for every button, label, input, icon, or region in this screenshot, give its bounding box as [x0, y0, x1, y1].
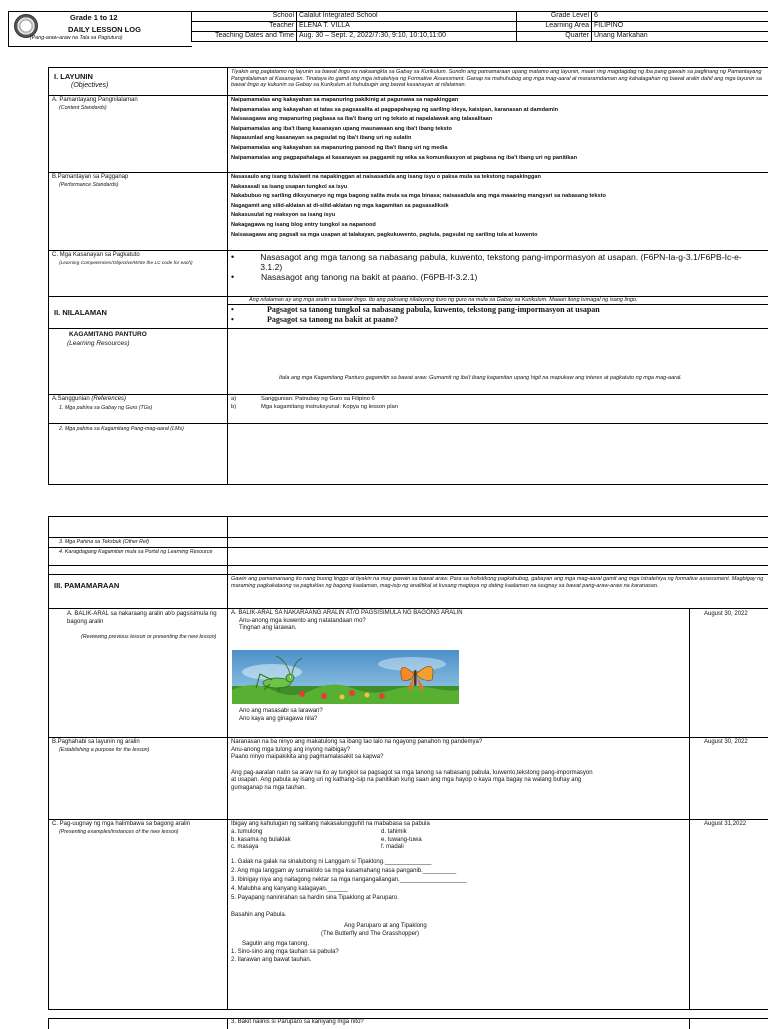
- doc-subtitle: (Pang-araw-araw na Tala sa Pagtuturo): [30, 35, 123, 41]
- school-label: School: [192, 12, 297, 22]
- bullet-icon: •: [231, 252, 260, 272]
- balik-aral-title: A. BALIK-ARAL sa nakaraang aralin at/o pagsisimula ng bagong aralin: [67, 611, 222, 626]
- list-item: 1. Galak na galak na sinalubong ni Langgam si Tipaklong.______________: [231, 858, 467, 867]
- list-item: 2. Ang mga langgam ay sumaklolo sa mga kasamahang nasa panganib.__________: [231, 867, 467, 876]
- layunin-sub: (Objectives): [71, 82, 108, 89]
- kagamitan-note: Itala ang mga Kagamitang Panturo gagamitin sa bawat araw. Gumamit ng iba't ibang kagamitan upang higit na mapukaw ang interes at pagkatuto ng mga mag-aaral.: [279, 375, 682, 382]
- pag-uugnay-sub: (Presenting examples/instances of the new lesson): [59, 829, 179, 836]
- learning-area-value: FILIPINO: [592, 22, 768, 32]
- bullet-icon: •: [231, 272, 261, 282]
- list-item: Nakabubuo ng sariling diksyunaryo ng mga bagong salita mula sa mga binasa; naisasadula ang mga maaaring mangyari sa nabasang teksto: [231, 192, 606, 202]
- list-item: Naipamamalas ang kakayahan at tatas sa pagsasalita at pagpapahayag ng sariling ideya, kaisipan, karanasan at damdamin: [231, 106, 577, 116]
- page1-table: [48, 67, 768, 485]
- balik-aral-content: [231, 610, 463, 633]
- list-item: Nagagamit ang silid-aklatan at di-silid-aklatan ng mga kagamitan sa pagsasaliksik: [231, 202, 606, 212]
- choice: f. madali: [381, 844, 471, 852]
- content-standards-title: A. Pamantayang Pangnilalaman: [52, 97, 138, 105]
- bullet-icon: •: [231, 315, 267, 325]
- list-item: Nasasaulo ang isang tula/awit na napakinggan at naisasadula ang isang isyu o paksa mula sa tekstong napakinggan: [231, 173, 606, 183]
- story-title: Ang Paruparo at ang Tipaklong: [344, 923, 427, 931]
- list-item: Naipamamalas ang iba't ibang kasanayan upang maunawaan ang iba't ibang teksto: [231, 125, 577, 135]
- list-item: 5. Payapang naninirahan sa hardin sina Tipaklong at Paruparo.: [231, 894, 467, 903]
- story-subtitle: (The Butterfly and The Grasshopper): [321, 931, 419, 939]
- list-item: • Pagsagot sa tanong tungkol sa nabasang pabula, kuwento, tekstong pang-impormasyon at usapan: [231, 305, 768, 315]
- quarter-label: Quarter: [517, 32, 592, 42]
- choice: c. masaya: [231, 844, 381, 852]
- learning-area-label: Learning Area: [517, 22, 592, 32]
- cut-off-question: 3. Bakit naiinis si Paruparo sa kaniyang mga nito?: [231, 1019, 364, 1027]
- performance-standards-sub: (Performance Standards): [59, 182, 118, 189]
- paghahabi-content: Naranasan na ba ninyo ang makatulong sa ibang tao lalo na ngayong panahon ng pandemya? Anu-anong mga tulong ang inyong naibigay? Paano ninyo maipakikita ang pagmamalasakit sa kapwa? Ang pag-aaralan natin sa araw na ito ay tungkol sa pagsagot sa mga tanong sa nabasang pabula, kuwento,tekstong pang-impormasyon at usapan. Ang pabula ay isang uri ng kathang-isip na panitikan kung saan ang mga hayop o kaya mga bagay na walang buhay ang gumaganap na mga tauhan.: [231, 739, 593, 792]
- list-item: Napauunlad ang kasanayan sa pagsulat ng iba't ibang uri ng sulatin: [231, 134, 577, 144]
- list-item: b) Mga kagamitang instruksyunal: Kopya ng lesson plan: [231, 403, 398, 411]
- choice: e. tuwang-tuwa: [381, 837, 471, 845]
- question: Anu-anong mga kuwento ang natatandaan mo?: [231, 618, 463, 626]
- nilalaman-title: II. NILALAMAN: [54, 308, 107, 317]
- section-heading: A. BALIK-ARAL SA NAKARAANG ARALIN AT/O PAGSISIMULA NG BAGONG ARALIN: [231, 610, 463, 618]
- question: 2. Ilarawan ang bawat tauhan.: [231, 957, 339, 965]
- choice: b. kasama ng bulaklak: [231, 837, 381, 845]
- vocabulary-choices: [231, 829, 471, 852]
- textbook-pages-label: 3. Mga Pahina sa Teksbuk (Other Ref): [59, 539, 149, 546]
- list-item: 3. Ibinigay niya ang naitagong nektar sa mga nangangailangan.____________________: [231, 876, 467, 885]
- content-standards-sub: (Content Standards): [59, 105, 107, 112]
- performance-standards-title: B.Pamantayan sa Pagganap: [52, 174, 128, 182]
- grade-level-value: 6: [592, 12, 768, 22]
- portal-resources-label: 4. Karagdagang Kagamitan mula sa Portal ng Learning Resource: [59, 549, 224, 556]
- pamamaraan-note: Gawin ang pamamaraang ito nang buong linggo at tiyakin na may gawain sa bawat araw. Para sa holistikong pagkahubog, gabayan ang mga mag-aaral gamit ang mga istratehiya ng formative assessment. Magbigay ng maraming pagkakataong sa pagtuklas ng bagong kaalaman, mag-isip ng analitikal at kusang magtaya ng dating kaalaman na iuugnay sa bawat pang-araw-araw na karanasan.: [231, 576, 768, 607]
- list-item: Naipamamalas ang kakayahan sa mapanuring panood ng iba't ibang uri ng media: [231, 144, 577, 154]
- balik-aral-questions: [239, 708, 323, 723]
- balik-aral-sub: (Reviewing previous lesson or presenting the new lesson): [81, 634, 221, 641]
- pag-uugnay-intro: Ibigay ang kahulugan ng salitang nakasalungguhit na mababasa sa pabula: [231, 821, 430, 829]
- references-title: A.Sanggunian (References): [52, 396, 126, 404]
- competencies-title: C. Mga Kasanayan sa Pagkatuto: [52, 252, 140, 260]
- date-b: August 30, 2022: [704, 739, 748, 745]
- competencies-list: [231, 252, 751, 282]
- tg-pages-label: 1. Mga pahina sa Gabay ng Guro (TGs): [59, 405, 152, 412]
- list-item: Naisasagawa ang mapanuring pagbasa sa iba't ibang uri ng teksto at napalalawak ang talasalitaan: [231, 115, 577, 125]
- page2-table: [48, 516, 768, 1010]
- list-item: 4. Malubha ang kanyang kalagayan.______: [231, 885, 467, 894]
- list-item: • Nasasagot ang tanong na bakit at paano. (F6PB-If-3.2.1): [231, 272, 751, 282]
- list-item: • Nasasagot ang mga tanong sa nabasang pabula, kuwento, tekstong pang-impormasyon at usapan. (F6PN-Ia-g-3.1/F6PB-Ic-e-3.1.2): [231, 252, 751, 272]
- header-frame: [8, 11, 192, 47]
- layunin-note: Tiyakin ang pagtatamo ng layunin sa bawat lingo na nakaangkla sa Gabay sa Kurikulum. Sundin ang pamamaraan upang matamo ang layunin, maari ring magdagdag ng iba pang gawain sa paglinang ng Pamantayang Pangnilalaman at Kasanayan. Tinataya ito gamit ang mga istratehiya ng Formative Assessment. Ganap na mahuhubog ang mga mag-aaral at mararamdaman ang kahalagahan ng bawat aralin dahil ang mga layunin sa bawat lingo ay kukunin sa Gabay sa Kurikulum at huhubugin ang bawat kasanayan at nilalaman.: [231, 69, 768, 95]
- read-instruction: Basahin ang Pabula.: [231, 912, 286, 920]
- nilalaman-list: [231, 305, 768, 325]
- pag-uugnay-title: C. Pag-uugnay ng mga halimbawa sa bagong aralin: [52, 821, 190, 829]
- teacher-value: ELENA T. VILLA: [297, 22, 517, 32]
- choice: d. tahimik: [381, 829, 471, 837]
- dates-label: Teaching Dates and Time: [192, 32, 297, 42]
- teacher-label: Teacher: [192, 22, 297, 32]
- kagamitan-sub: (Learning Resources): [67, 340, 130, 347]
- bullet-icon: •: [231, 305, 267, 315]
- list-item: Nakagagawa ng isang blog entry tungkol sa napanood: [231, 221, 606, 231]
- list-item: Naipamamalas ang pagpapahalaga at kasanayan sa paggamit ng wika sa komunikasyon at pagbasa ng iba't ibang uri ng panitikan: [231, 154, 577, 164]
- references-list: [231, 395, 398, 411]
- choice: a. tumulong: [231, 829, 381, 837]
- fable-illustration: [232, 650, 459, 704]
- list-item: • Pagsagot sa tanong na bakit at paano?: [231, 315, 768, 325]
- header-table: [191, 11, 768, 42]
- pamamaraan-title: III. PAMAMARAAN: [54, 581, 119, 590]
- question: 1. Sino-sino ang mga tauhan sa pabula?: [231, 949, 339, 957]
- story-questions: [231, 949, 339, 964]
- competencies-sub: (Learning Competencies/Objective/Write the LC code for each): [59, 261, 219, 267]
- list-item: Nakasusulat ng reaksyon sa isang isyu: [231, 211, 606, 221]
- quarter-value: Unang Markahan: [592, 32, 768, 42]
- kagamitan-title: KAGAMITANG PANTURO: [69, 331, 147, 338]
- nilalaman-note: Ang nilalaman ay ang mga aralin sa bawat lingo. Ito ang paksang nilalayong ituro ng guro na mula sa Gabay sa Kurikulum. Maaari itong tumagal ng isang lingo.: [249, 297, 638, 304]
- grade-level-label: Grade Level: [517, 12, 592, 22]
- question: Ano kaya ang ginagawa nila?: [239, 716, 323, 724]
- paghahabi-title: B.Paghahabi sa layunin ng aralin: [52, 739, 140, 747]
- question: Ano ang masasabi sa larawan?: [239, 708, 323, 716]
- lm-pages-label: 2. Mga pahina sa Kagamitang Pang-mag-aaral (LMs): [59, 426, 209, 433]
- school-value: Calalut Integrated School: [297, 12, 517, 22]
- paghahabi-sub: (Establishing a purpose for the lesson): [59, 747, 149, 754]
- content-standards-list: [231, 96, 577, 163]
- list-item: Nakasasali sa isang usapan tungkol sa isyu: [231, 183, 606, 193]
- dates-value: Aug. 30 – Sept. 2, 2022/7:30, 9:10, 10:10,11:00: [297, 32, 517, 42]
- question: Tingnan ang larawan.: [231, 625, 463, 633]
- date-c: August 31,2022: [704, 821, 746, 827]
- layunin-title: I. LAYUNIN: [54, 72, 93, 81]
- vocabulary-items: [231, 858, 467, 903]
- list-item: a) Sanggunian: Patnubay ng Guro sa Filipino 6: [231, 395, 398, 403]
- grade-range: Grade 1 to 12: [70, 13, 118, 22]
- doc-title: DAILY LESSON LOG: [68, 25, 141, 34]
- questions-intro: Sagutin ang mga tanong.: [242, 941, 309, 949]
- date-a: August 30, 2022: [704, 611, 748, 617]
- performance-standards-list: [231, 173, 606, 240]
- list-item: Naipamamalas ang kakayahan sa mapanuring pakikinig at pagunawa sa napakinggan: [231, 96, 577, 106]
- list-item: Naisasagawa ang pagsali sa mga usapan at talakayan, pagkukuwento, pagtula, pagsulat ng sariling tula at kuwento: [231, 231, 606, 241]
